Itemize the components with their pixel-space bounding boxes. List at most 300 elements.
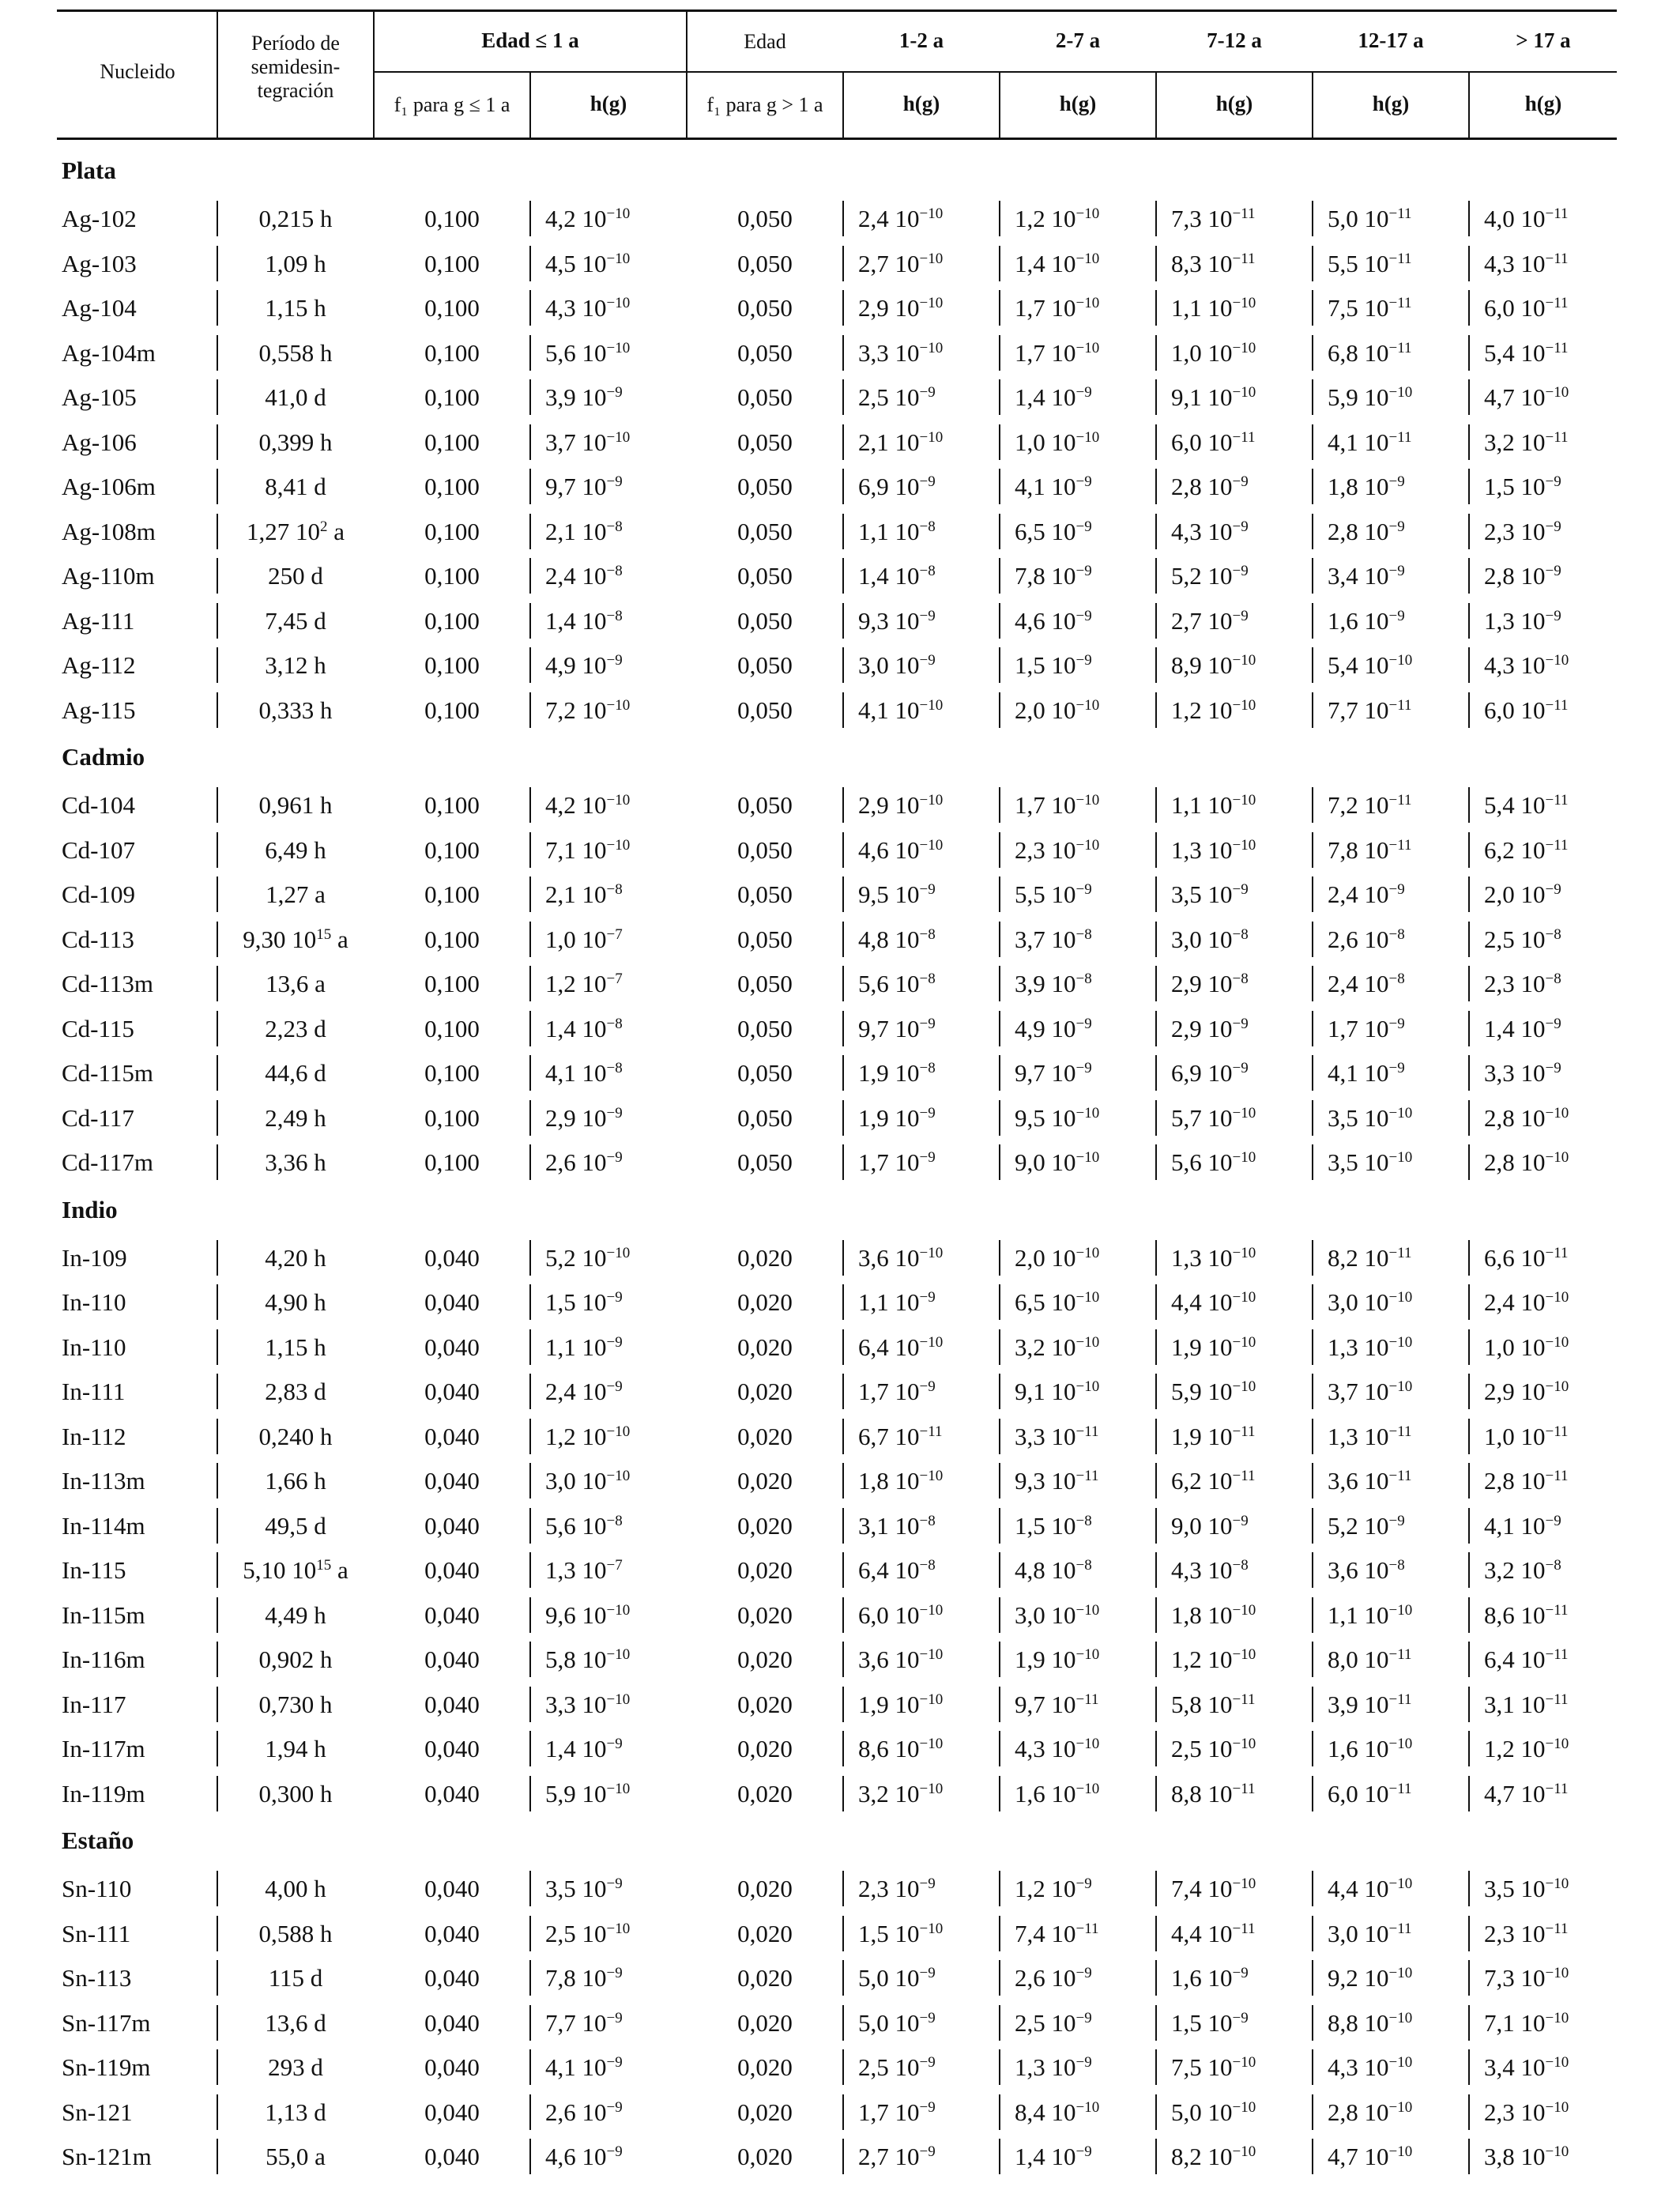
dose-cell: 6,4 $10^{-10}$ (858, 1333, 944, 1361)
column-separator (842, 424, 844, 460)
dose-cell: 1,1 $10^{-10}$ (1171, 791, 1256, 819)
dose-cell: 9,7 $10^{-11}$ (1015, 1691, 1099, 1718)
f1-le-1-cell: 0,040 (424, 1333, 480, 1361)
dose-cell: 7,2 $10^{-11}$ (1328, 791, 1412, 819)
f1-gt-1-cell: 0,050 (737, 1148, 793, 1176)
dose-cell: 3,4 $10^{-9}$ (1328, 562, 1405, 590)
dose-cell: 2,4 $10^{-9}$ (545, 1378, 623, 1405)
column-separator (1155, 1731, 1157, 1766)
dose-cell: 2,0 $10^{-9}$ (1484, 880, 1561, 908)
column-separator (1312, 922, 1313, 957)
column-separator (842, 876, 844, 912)
column-separator (1468, 692, 1470, 728)
dose-cell: 7,7 $10^{-11}$ (1328, 696, 1412, 724)
nuclide-cell: Ag-102 (62, 205, 137, 232)
dose-cell: 4,7 $10^{-11}$ (1484, 1780, 1569, 1808)
dose-cell: 7,2 $10^{-10}$ (545, 696, 631, 724)
column-separator (529, 1463, 531, 1498)
column-separator (842, 1329, 844, 1365)
f1-gt-1-cell: 0,050 (737, 294, 793, 322)
column-separator (1312, 832, 1313, 868)
dose-cell: 5,4 $10^{-11}$ (1484, 791, 1569, 819)
column-separator (1312, 1916, 1313, 1951)
column-separator (999, 290, 1000, 326)
table-row (0, 688, 1680, 733)
nuclide-cell: Ag-110m (62, 562, 155, 590)
column-separator (999, 603, 1000, 639)
dose-cell: 5,4 $10^{-10}$ (1328, 651, 1413, 679)
column-separator (999, 1100, 1000, 1136)
header-hg: h(g) (1372, 92, 1410, 115)
column-separator (1155, 2005, 1157, 2041)
column-separator (529, 335, 531, 371)
dose-cell: 1,7 $10^{-9}$ (858, 1148, 936, 1176)
column-separator (999, 424, 1000, 460)
dose-cell: 7,1 $10^{-10}$ (545, 836, 631, 864)
dose-cell: 6,9 $10^{-9}$ (1171, 1059, 1249, 1087)
column-separator (1468, 2049, 1470, 2085)
column-separator (842, 335, 844, 371)
f1-le-1-cell: 0,100 (424, 562, 480, 590)
column-separator (529, 1100, 531, 1136)
column-separator (529, 379, 531, 415)
dose-cell: 1,4 $10^{-10}$ (1015, 250, 1100, 277)
dose-cell: 2,3 $10^{-10}$ (1015, 836, 1100, 864)
column-separator (1155, 603, 1157, 639)
half-life-cell: 55,0 a (266, 2143, 326, 2170)
table-row (0, 553, 1680, 598)
header-f1-le-1: f₁ para g ≤ 1 a (394, 93, 510, 116)
dose-cell: 2,3 $10^{-8}$ (1484, 970, 1561, 997)
dose-cell: 2,5 $10^{-10}$ (1171, 1735, 1256, 1762)
dose-cell: 2,4 $10^{-10}$ (858, 205, 944, 232)
column-separator (1312, 1100, 1313, 1136)
column-separator (1155, 1687, 1157, 1722)
half-life-cell: 6,49 h (265, 836, 326, 864)
f1-le-1-cell: 0,100 (424, 428, 480, 456)
dose-cell: 7,8 $10^{-9}$ (545, 1964, 623, 1992)
dose-cell: 6,5 $10^{-9}$ (1015, 518, 1092, 545)
dose-cell: 1,1 $10^{-10}$ (1171, 294, 1256, 322)
dose-cell: 3,3 $10^{-10}$ (858, 339, 944, 367)
f1-le-1-cell: 0,100 (424, 1059, 480, 1087)
column-separator (999, 469, 1000, 504)
f1-le-1-cell: 0,040 (424, 1244, 480, 1272)
column-separator (529, 1144, 531, 1180)
column-separator (842, 558, 844, 594)
dose-cell: 4,7 $10^{-10}$ (1328, 2143, 1413, 2170)
column-separator (999, 1916, 1000, 1951)
f1-gt-1-cell: 0,020 (737, 1378, 793, 1405)
table-row (0, 1911, 1680, 1956)
dose-cell: 1,3 $10^{-10}$ (1171, 1244, 1256, 1272)
column-separator (529, 1055, 531, 1091)
nuclide-cell: Sn-117m (62, 2009, 151, 2037)
dose-cell: 1,3 $10^{-11}$ (1328, 1423, 1412, 1450)
half-life-cell: 0,399 h (258, 428, 333, 456)
half-life-cell: 1,27 a (266, 880, 326, 908)
f1-gt-1-cell: 0,020 (737, 1601, 793, 1629)
f1-gt-1-cell: 0,050 (737, 1059, 793, 1087)
dose-cell: 4,3 $10^{-10}$ (1328, 2053, 1413, 2081)
nuclide-cell: Cd-117 (62, 1104, 134, 1132)
column-separator (842, 603, 844, 639)
half-life-cell: 44,6 d (265, 1059, 326, 1087)
dose-cell: 5,0 $10^{-11}$ (1328, 205, 1412, 232)
header-age-gt-17: > 17 a (1516, 28, 1571, 52)
dose-cell: 4,3 $10^{-10}$ (1015, 1735, 1100, 1762)
nuclide-cell: In-115 (62, 1556, 126, 1584)
nuclide-cell: Cd-115 (62, 1015, 134, 1042)
section-title: Indio (62, 1195, 118, 1223)
dose-cell: 6,7 $10^{-11}$ (858, 1423, 943, 1450)
f1-le-1-cell: 0,040 (424, 1378, 480, 1405)
section-title: Estaño (62, 1826, 134, 1854)
dose-cell: 1,4 $10^{-8}$ (545, 607, 623, 635)
nuclide-cell: Sn-111 (62, 1920, 131, 1947)
dose-cell: 3,9 $10^{-9}$ (545, 383, 623, 411)
column-separator (1312, 966, 1313, 1001)
column-separator (1312, 1597, 1313, 1633)
f1-gt-1-cell: 0,050 (737, 607, 793, 635)
dose-cell: 4,1 $10^{-8}$ (545, 1059, 623, 1087)
nuclide-cell: Ag-106m (62, 473, 156, 500)
dose-cell: 4,3 $10^{-11}$ (1484, 250, 1569, 277)
half-life-cell: 0,902 h (258, 1646, 333, 1673)
half-life-cell: 1,94 h (265, 1735, 326, 1762)
column-separator (1312, 1731, 1313, 1766)
table-row (0, 285, 1680, 330)
column-separator (1155, 832, 1157, 868)
column-separator (842, 647, 844, 683)
dose-cell: 4,1 $10^{-11}$ (1328, 428, 1412, 456)
table-row (0, 598, 1680, 643)
column-separator (999, 787, 1000, 823)
column-separator (1468, 246, 1470, 281)
dose-cell: 2,6 $10^{-9}$ (545, 1148, 623, 1176)
dose-cell: 3,6 $10^{-8}$ (1328, 1556, 1405, 1584)
half-life-cell: 2,23 d (265, 1015, 326, 1042)
column-separator (1468, 1960, 1470, 1996)
column-separator (1468, 1871, 1470, 1906)
dose-cell: 8,2 $10^{-11}$ (1328, 1244, 1412, 1272)
column-separator (529, 1508, 531, 1544)
dose-cell: 9,6 $10^{-10}$ (545, 1601, 631, 1629)
column-separator (1155, 1871, 1157, 1906)
column-separator (529, 1871, 531, 1906)
dose-cell: 4,8 $10^{-8}$ (1015, 1556, 1092, 1584)
f1-gt-1-cell: 0,050 (737, 651, 793, 679)
dose-cell: 1,1 $10^{-8}$ (858, 518, 936, 545)
dose-cell: 2,1 $10^{-10}$ (858, 428, 944, 456)
dose-cell: 1,7 $10^{-10}$ (1015, 294, 1100, 322)
column-separator (1312, 1508, 1313, 1544)
dose-cell: 4,0 $10^{-11}$ (1484, 205, 1569, 232)
dose-cell: 1,2 $10^{-9}$ (1015, 1875, 1092, 1902)
table-row (0, 1050, 1680, 1095)
dose-cell: 1,5 $10^{-9}$ (1171, 2009, 1249, 2037)
column-separator (1312, 1329, 1313, 1365)
column-separator (1312, 1374, 1313, 1409)
column-separator (999, 2049, 1000, 2085)
f1-gt-1-cell: 0,050 (737, 473, 793, 500)
dose-cell: 7,5 $10^{-11}$ (1328, 294, 1412, 322)
column-separator (1155, 2049, 1157, 2085)
dose-cell: 1,3 $10^{-9}$ (1015, 2053, 1092, 2081)
dose-cell: 1,1 $10^{-10}$ (1328, 1601, 1413, 1629)
column-separator (1312, 1960, 1313, 1996)
f1-gt-1-cell: 0,020 (737, 1780, 793, 1808)
dose-cell: 4,7 $10^{-10}$ (1484, 383, 1569, 411)
column-separator (529, 558, 531, 594)
dose-cell: 2,8 $10^{-9}$ (1171, 473, 1249, 500)
f1-le-1-cell: 0,100 (424, 836, 480, 864)
dose-cell: 3,5 $10^{-9}$ (1171, 880, 1249, 908)
f1-le-1-cell: 0,040 (424, 1735, 480, 1762)
f1-le-1-cell: 0,100 (424, 250, 480, 277)
table-row (0, 464, 1680, 509)
half-life-cell: 115 d (268, 1964, 323, 1992)
half-life-cell: 250 d (268, 562, 323, 590)
dose-cell: 1,4 $10^{-9}$ (1484, 1015, 1561, 1042)
column-separator (1468, 603, 1470, 639)
table-row (0, 2000, 1680, 2045)
dose-cell: 1,0 $10^{-11}$ (1484, 1423, 1569, 1450)
f1-gt-1-cell: 0,050 (737, 1104, 793, 1132)
f1-le-1-cell: 0,040 (424, 1780, 480, 1808)
dose-cell: 7,5 $10^{-10}$ (1171, 2053, 1256, 2081)
column-separator (999, 1419, 1000, 1454)
table-row (0, 1325, 1680, 1370)
column-separator (529, 966, 531, 1001)
dose-cell: 6,4 $10^{-8}$ (858, 1556, 936, 1584)
column-separator (1312, 290, 1313, 326)
column-separator (1468, 1419, 1470, 1454)
column-separator (842, 1100, 844, 1136)
column-separator (999, 1055, 1000, 1091)
column-separator (1468, 2005, 1470, 2041)
nuclide-cell: Cd-117m (62, 1148, 153, 1176)
table-row (0, 1637, 1680, 1682)
nuclide-cell: In-116m (62, 1646, 145, 1673)
column-separator (842, 1597, 844, 1633)
column-separator (999, 1011, 1000, 1046)
dose-cell: 1,2 $10^{-7}$ (545, 970, 623, 997)
nuclide-cell: Ag-106 (62, 428, 137, 456)
dose-cell: 6,4 $10^{-11}$ (1484, 1646, 1569, 1673)
dose-cell: 8,3 $10^{-11}$ (1171, 250, 1256, 277)
column-separator (1312, 692, 1313, 728)
f1-gt-1-cell: 0,050 (737, 562, 793, 590)
dose-cell: 3,0 $10^{-11}$ (1328, 1920, 1412, 1947)
nuclide-cell: Cd-109 (62, 880, 135, 908)
f1-gt-1-cell: 0,020 (737, 1964, 793, 1992)
dose-cell: 2,8 $10^{-10}$ (1484, 1148, 1569, 1176)
column-separator (999, 922, 1000, 957)
table-row (0, 420, 1680, 465)
table-row (0, 1503, 1680, 1548)
column-separator (842, 1374, 844, 1409)
dose-cell: 1,8 $10^{-9}$ (1328, 473, 1405, 500)
dose-cell: 5,2 $10^{-9}$ (1328, 1512, 1405, 1540)
column-separator (1468, 787, 1470, 823)
table-row (0, 2090, 1680, 2135)
dose-cell: 9,7 $10^{-9}$ (545, 473, 623, 500)
column-separator (1468, 922, 1470, 957)
column-separator (999, 1687, 1000, 1722)
dose-cell: 1,5 $10^{-9}$ (1015, 651, 1092, 679)
column-separator (529, 201, 531, 236)
nuclide-cell: Cd-104 (62, 791, 135, 819)
dose-cell: 8,8 $10^{-11}$ (1171, 1780, 1256, 1808)
header-age-1-2: 1-2 a (898, 28, 944, 52)
column-separator (1312, 1419, 1313, 1454)
nuclide-cell: Sn-113 (62, 1964, 132, 1992)
dose-cell: 6,0 $10^{-11}$ (1484, 696, 1569, 724)
dose-cell: 1,3 $10^{-10}$ (1328, 1333, 1413, 1361)
column-separator (529, 2094, 531, 2130)
column-separator (842, 290, 844, 326)
dose-cell: 1,1 $10^{-9}$ (545, 1333, 623, 1361)
dose-cell: 4,6 $10^{-9}$ (1015, 607, 1092, 635)
column-separator (529, 787, 531, 823)
dose-cell: 8,2 $10^{-10}$ (1171, 2143, 1256, 2170)
table-row (0, 1593, 1680, 1638)
dose-cell: 1,9 $10^{-10}$ (858, 1691, 944, 1718)
dose-cell: 5,9 $10^{-10}$ (1328, 383, 1413, 411)
f1-gt-1-cell: 0,020 (737, 1920, 793, 1947)
dose-cell: 3,5 $10^{-10}$ (1328, 1104, 1413, 1132)
column-separator (1468, 647, 1470, 683)
dose-cell: 8,6 $10^{-10}$ (858, 1735, 944, 1762)
column-separator (1312, 876, 1313, 912)
column-separator (1155, 876, 1157, 912)
table-row (0, 917, 1680, 962)
dose-cell: 7,8 $10^{-11}$ (1328, 836, 1412, 864)
nuclide-cell: Cd-115m (62, 1059, 153, 1087)
nuclide-cell: Sn-110 (62, 1875, 132, 1902)
table-row (0, 1006, 1680, 1051)
dose-cell: 1,2 $10^{-10}$ (1484, 1735, 1569, 1762)
nuclide-cell: Sn-119m (62, 2053, 151, 2081)
column-separator (1155, 290, 1157, 326)
half-life-cell: 13,6 a (266, 970, 326, 997)
dose-cell: 1,4 $10^{-8}$ (858, 562, 936, 590)
column-separator (1312, 558, 1313, 594)
table-row (0, 330, 1680, 375)
column-separator (529, 1284, 531, 1320)
column-separator (999, 647, 1000, 683)
f1-gt-1-cell: 0,020 (737, 1288, 793, 1316)
f1-gt-1-cell: 0,020 (737, 1467, 793, 1495)
column-separator (529, 876, 531, 912)
column-separator (1155, 1597, 1157, 1633)
nuclide-cell: Cd-107 (62, 836, 135, 864)
header-age-le-1: Edad ≤ 1 a (481, 28, 579, 52)
column-separator (1155, 1240, 1157, 1276)
column-separator (999, 966, 1000, 1001)
dose-cell: 9,0 $10^{-9}$ (1171, 1512, 1249, 1540)
dose-cell: 8,4 $10^{-10}$ (1015, 2098, 1100, 2126)
column-separator (1155, 1329, 1157, 1365)
nuclide-cell: Sn-121 (62, 2098, 133, 2126)
column-separator (1155, 469, 1157, 504)
column-separator (1468, 1687, 1470, 1722)
dose-cell: 4,3 $10^{-10}$ (545, 294, 631, 322)
half-life-cell: 2,83 d (265, 1378, 326, 1405)
column-separator (1468, 335, 1470, 371)
column-separator (529, 1011, 531, 1046)
f1-le-1-cell: 0,040 (424, 1601, 480, 1629)
table-row (0, 782, 1680, 827)
f1-le-1-cell: 0,100 (424, 518, 480, 545)
dose-cell: 3,8 $10^{-10}$ (1484, 2143, 1569, 2170)
column-separator (842, 1055, 844, 1091)
column-separator (1155, 1374, 1157, 1409)
dose-cell: 3,3 $10^{-9}$ (1484, 1059, 1561, 1087)
column-separator (1468, 514, 1470, 549)
dose-cell: 2,0 $10^{-10}$ (1015, 1244, 1100, 1272)
f1-gt-1-cell: 0,020 (737, 1875, 793, 1902)
f1-gt-1-cell: 0,020 (737, 1556, 793, 1584)
dose-cell: 2,8 $10^{-10}$ (1484, 1104, 1569, 1132)
column-separator (1155, 246, 1157, 281)
half-life-cell: 8,41 d (265, 473, 326, 500)
column-separator (1155, 1144, 1157, 1180)
f1-le-1-cell: 0,040 (424, 2098, 480, 2126)
column-separator (1468, 1329, 1470, 1365)
dose-cell: 5,7 $10^{-10}$ (1171, 1104, 1256, 1132)
dose-cell: 9,0 $10^{-10}$ (1015, 1148, 1100, 1176)
column-separator (1155, 647, 1157, 683)
f1-gt-1-cell: 0,050 (737, 205, 793, 232)
dose-cell: 6,0 $10^{-11}$ (1171, 428, 1256, 456)
f1-gt-1-cell: 0,020 (737, 2143, 793, 2170)
dose-cell: 4,1 $10^{-9}$ (1015, 473, 1092, 500)
column-separator (1468, 1100, 1470, 1136)
dose-cell: 7,3 $10^{-10}$ (1484, 1964, 1569, 1992)
dose-cell: 5,6 $10^{-8}$ (858, 970, 936, 997)
table-row (0, 872, 1680, 917)
dose-cell: 3,2 $10^{-10}$ (1015, 1333, 1100, 1361)
column-separator (529, 922, 531, 957)
dose-cell: 2,6 $10^{-8}$ (1328, 925, 1405, 953)
dose-cell: 3,1 $10^{-11}$ (1484, 1691, 1569, 1718)
dose-cell: 3,5 $10^{-9}$ (545, 1875, 623, 1902)
column-separator (1468, 1284, 1470, 1320)
dose-cell: 2,5 $10^{-9}$ (858, 2053, 936, 2081)
dose-cell: 9,5 $10^{-9}$ (858, 880, 936, 908)
half-life-cell: 9,30 $10^{15}$ a (243, 925, 348, 953)
dose-cell: 5,5 $10^{-9}$ (1015, 880, 1092, 908)
dose-cell: 7,7 $10^{-9}$ (545, 2009, 623, 2037)
f1-gt-1-cell: 0,050 (737, 880, 793, 908)
dose-cell: 6,2 $10^{-11}$ (1484, 836, 1569, 864)
column-separator (999, 379, 1000, 415)
nuclide-cell: Ag-105 (62, 383, 137, 411)
f1-le-1-cell: 0,100 (424, 925, 480, 953)
dose-cell: 6,9 $10^{-9}$ (858, 473, 936, 500)
column-separator (1468, 1011, 1470, 1046)
column-separator (1468, 469, 1470, 504)
half-life-cell: 1,27 $10^2$ a (246, 518, 345, 545)
table-row (0, 1280, 1680, 1325)
f1-le-1-cell: 0,100 (424, 383, 480, 411)
header-age-2-7: 2-7 a (1055, 28, 1101, 52)
dose-cell: 7,4 $10^{-10}$ (1171, 1875, 1256, 1902)
column-separator (529, 603, 531, 639)
dose-cell: 1,6 $10^{-9}$ (1328, 607, 1405, 635)
